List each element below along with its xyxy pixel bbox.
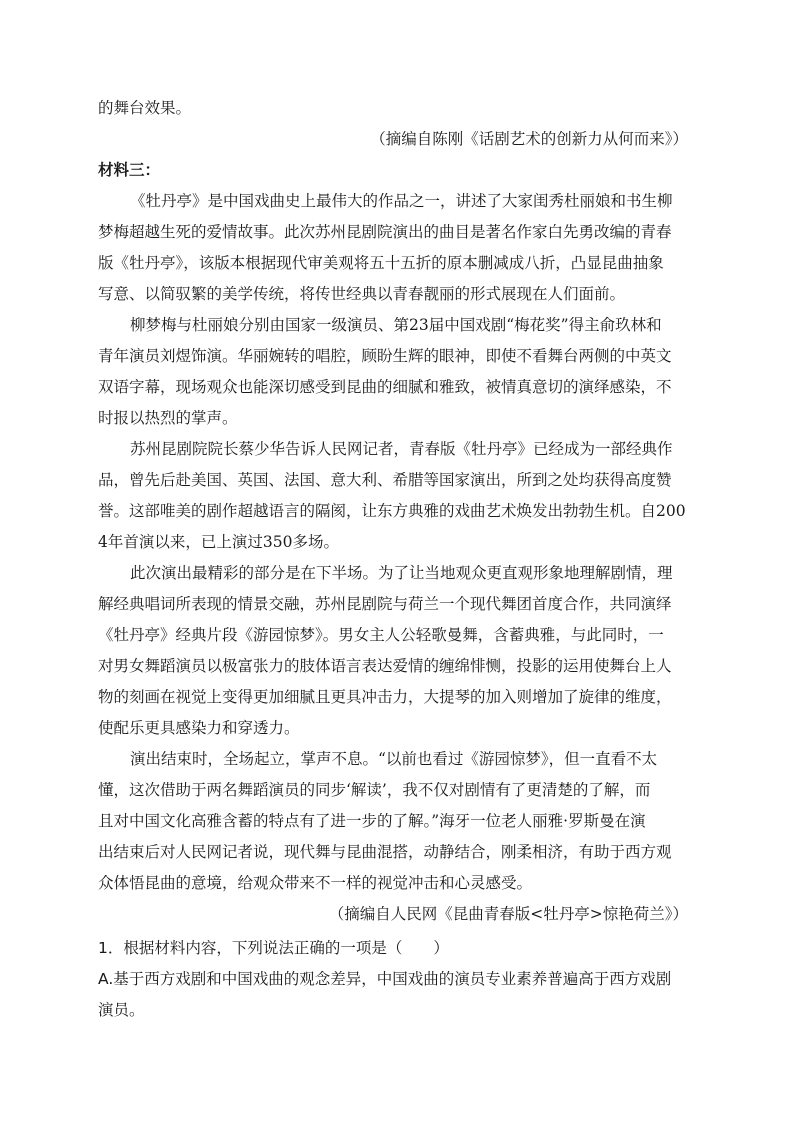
option-a-line: A.基于西方戏剧和中国戏曲的观念差异，中国戏曲的演员专业素养普遍高于西方戏剧	[98, 970, 672, 988]
paragraph-5-line: 出结束后对人民网记者说，现代舞与昆曲混搭，动静结合，刚柔相济，有助于西方观	[98, 843, 672, 861]
paragraph-1-line: 《牡丹亭》是中国戏曲史上最伟大的作品之一，讲述了大家闺秀杜丽娘和书生柳	[130, 192, 673, 210]
paragraph-4-line: 此次演出最精彩的部分是在下半场。为了让当地观众更直观形象地理解剧情，理	[130, 564, 673, 582]
paragraph-3-line: 品，曾先后赴美国、英国、法国、意大利、希腊等国家演出，所到之处均获得高度赞	[98, 471, 672, 489]
paragraph-3-line: 誉。这部唯美的剧作超越语言的隔阂，让东方典雅的戏曲艺术焕发出勃勃生机。自200	[98, 502, 686, 520]
paragraph-5-line: 且对中国文化高雅含蓄的特点有了进一步的了解。”海牙一位老人丽雅·罗斯曼在演	[98, 812, 646, 830]
paragraph-1-line: 梦梅超越生死的爱情故事。此次苏州昆剧院演出的曲目是著名作家白先勇改编的青春	[98, 223, 672, 241]
paragraph-2-line: 双语字幕，现场观众也能深切感受到昆曲的细腻和雅致，被情真意切的演绎感染，不	[98, 378, 672, 396]
paragraph-1-line: 版《牡丹亭》，该版本根据现代审美观将五十五折的原本删减成八折，凸显昆曲抽象	[98, 254, 664, 272]
material-3-heading: 材料三：	[98, 161, 161, 179]
paragraph-2-line: 柳梦梅与杜丽娘分别由国家一级演员、第23届中国戏剧“梅花奖”得主俞玖林和	[130, 316, 662, 334]
paragraph-4-line: 对男女舞蹈演员以极富张力的肢体语言表达爱情的缠绵悱恻，投影的运用使舞台上人	[98, 657, 672, 675]
source-citation-2: （摘编自陈刚《话剧艺术的创新力从何而来》）	[370, 130, 688, 148]
paragraph-4-line: 物的刻画在视觉上变得更加细腻且更具冲击力，大提琴的加入则增加了旋律的维度，	[98, 688, 672, 706]
paragraph-4-line: 解经典唱词所表现的情景交融，苏州昆剧院与荷兰一个现代舞团首度合作，共同演绎	[98, 595, 672, 613]
passage-continuation: 的舞台效果。	[98, 99, 192, 117]
paragraph-2-line: 青年演员刘煜饰演。华丽婉转的唱腔，顾盼生辉的眼神，即使不看舞台两侧的中英文	[98, 347, 672, 365]
paragraph-5-line: 懂，这次借助于两名舞蹈演员的同步‘解读’，我不仅对剧情有了更清楚的了解，而	[98, 781, 651, 799]
paragraph-4-line: 使配乐更具感染力和穿透力。	[98, 719, 300, 737]
question-stem: 1．根据材料内容，下列说法正确的一项是（ ）	[98, 939, 449, 957]
paragraph-2-line: 时报以热烈的掌声。	[98, 409, 238, 427]
paragraph-3-line: 苏州昆剧院院长蔡少华告诉人民网记者，青春版《牡丹亭》已经成为一部经典作	[130, 440, 673, 458]
paragraph-5-line: 众体悟昆曲的意境，给观众带来不一样的视觉冲击和心灵感受。	[98, 874, 533, 892]
paragraph-1-line: 写意、以简驭繁的美学传统，将传世经典以青春靓丽的形式展现在人们面前。	[98, 285, 626, 303]
paragraph-3-line: 4年首演以来，已上演过350多场。	[98, 533, 339, 551]
paragraph-4-line: 《牡丹亭》经典片段《游园惊梦》。男女主人公轻歌曼舞，含蓄典雅，与此同时，一	[98, 626, 664, 644]
paragraph-5-line: 演出结束时，全场起立，掌声不息。“以前也看过《游园惊梦》，但一直看不太	[130, 750, 658, 768]
option-a-line: 演员。	[98, 1001, 145, 1019]
source-citation-3: （摘编自人民网《昆曲青春版<牡丹亭>惊艳荷兰》）	[328, 905, 688, 923]
